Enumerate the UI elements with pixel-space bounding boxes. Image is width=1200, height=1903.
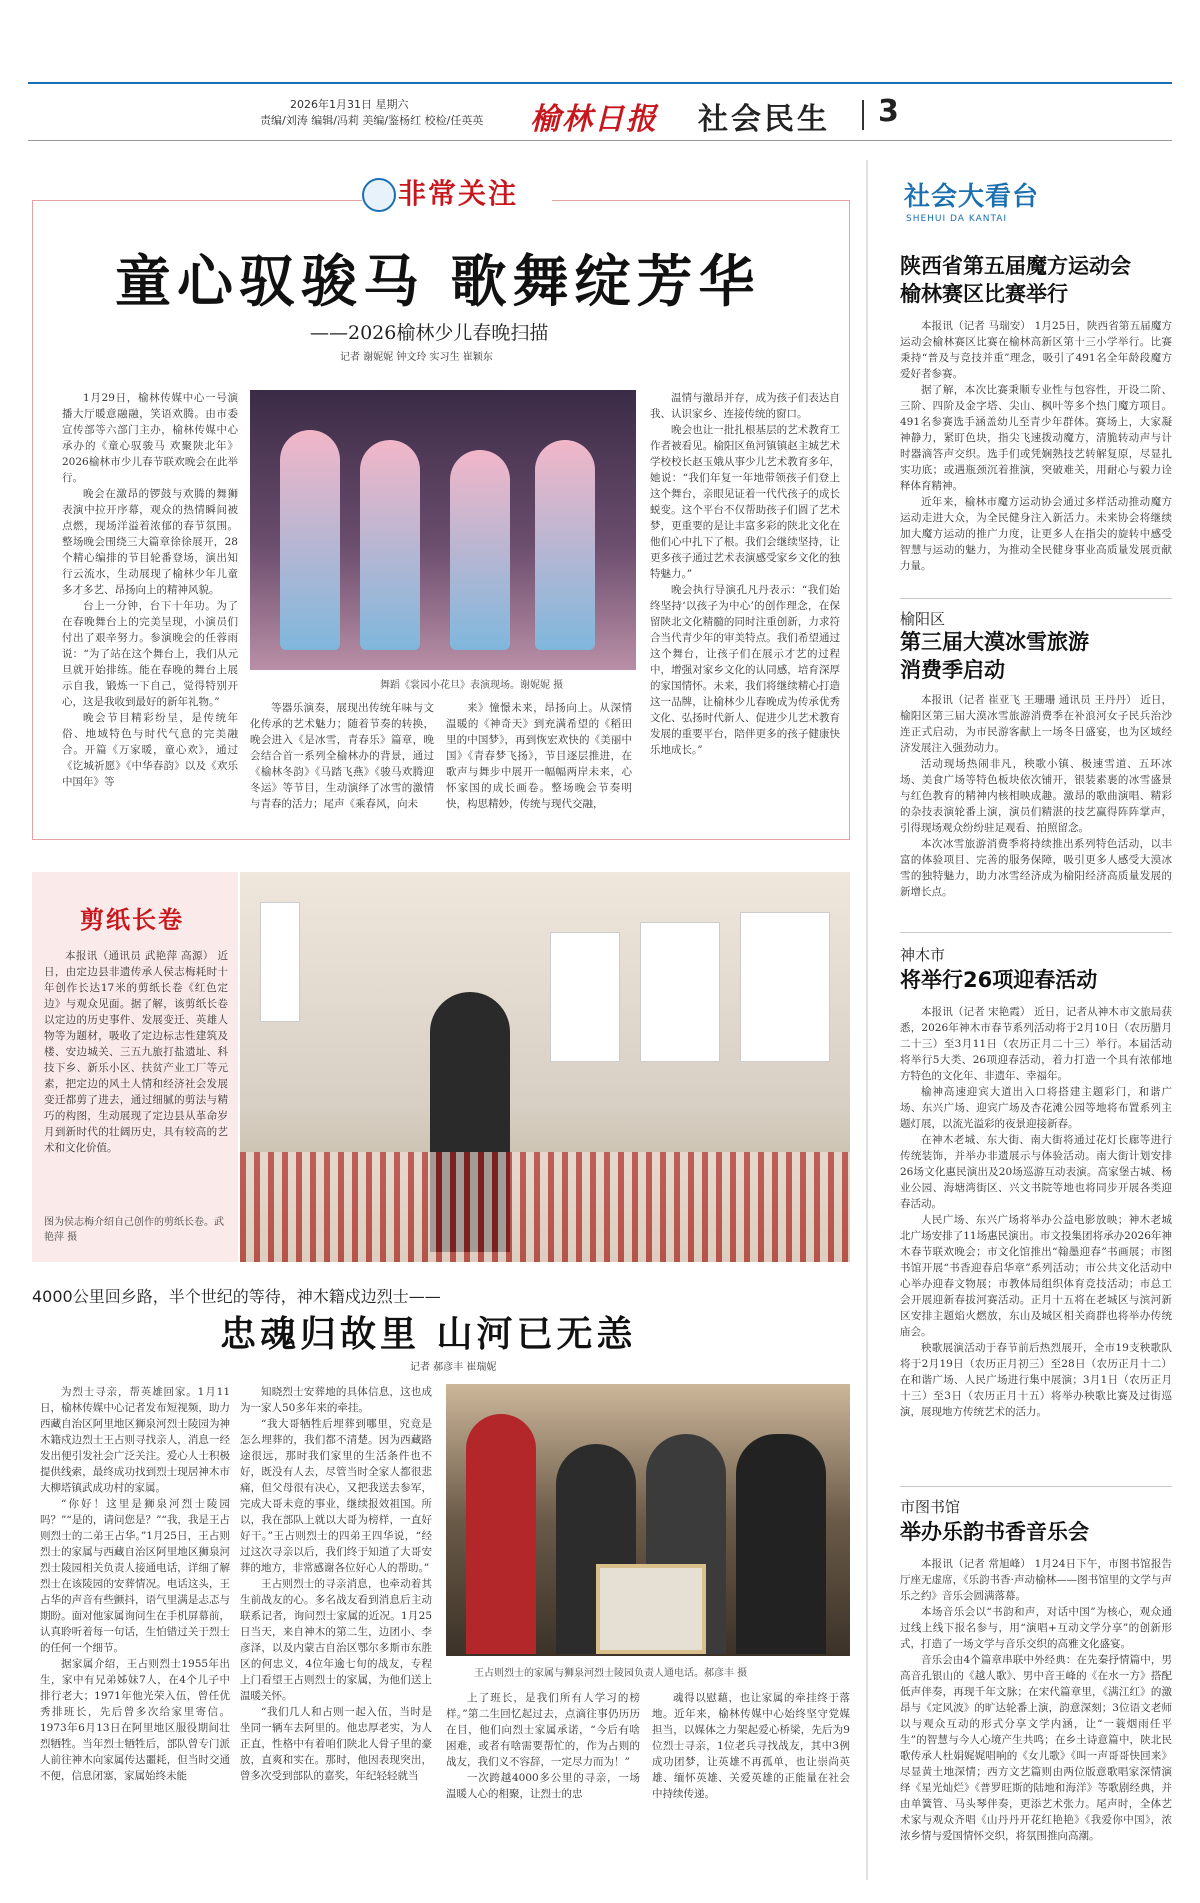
papercut-tag: 剪纸长卷 [80, 906, 184, 934]
sidebar-column-name: 社会大看台 [904, 182, 1040, 212]
feature-byline: 记者 谢妮妮 钟文玲 实习生 崔颖东 [340, 352, 493, 363]
sidebar-item-body-shenmu: 本报讯（记者 宋艳霞） 近日，记者从神木市文旅局获悉，2026年神木市春节系列活动将于2月10日（农历腊月二十三）至3月11日（农历正月二十三）举行。本届活动将举行5大类、26项迎春活动，着力打造一个具有浓郁地方特色的文化年、非遗年、幸福年。 榆神高速迎宾大道出入口将搭建主题彩门，和谐广场、东兴广场、迎宾广场及杏花滩公园等地将布置系列主题灯展，以流光溢彩的夜景迎接新春。 在神木老城、东大街、南大街将通过花灯长廊等进行传统装饰，并举办非遗展示与体验活动。南大街计划安排26场文化惠民演出及20场巡游互动表演。高家堡古城、杨业公园、海塘湾街区、兴文书院等地也将同步开展各类迎春活动。 人民广场、东兴广场将举办公益电影放映；神木老城北广场安排了11场惠民演出。市文投集团将承办2026年神木春节联欢晚会；市文化馆推出“翰墨迎春”书画展；市图书馆开展“书香迎春启华章”系列活动；市公共文化活动中心举办迎春文物展；市教体局组织体育竞技活动；市总工会开展迎新春拔河赛活动。正月十五将在老城区与滨河新区安排主题焰火燃放，东山及城区相关商群也将举办传统庙会。 秧歌展演活动于春节前后热烈展开，全市19支秧歌队将于2月19日（农历正月初三）至28日（农历正月十二）在和谐广场、人民广场进行集中展演；3月1日（农历正月十三）至3日（农历正月十五）将举办秧歌比赛及过街巡演，展现地方传统艺术的活力。 [900, 1006, 1172, 1418]
feature-title: 童心驭骏马 歌舞绽芳华 [115, 250, 761, 315]
sidebar-item-title-shenmu: 将举行26项迎春活动 [900, 968, 1098, 992]
sidebar-item-kicker-yuyang: 榆阳区 [900, 610, 946, 628]
martyr-kicker: 4000公里回乡路，半个世纪的等待，神木籍戍边烈士—— [32, 1287, 441, 1306]
issue-date: 2026年1月31日 星期六 [290, 98, 409, 111]
feature-column-2: 等器乐演奏，展现出传统年味与文化传承的艺术魅力；随着节奏的转换，晚会进入《是冰雪，青春乐》篇章，晚会结合首一系列全榆林办的背景，通过《榆林冬韵》《马踏飞燕》《骏马欢腾迎冬运》等节目，生动演绎了冰雪的激情与青春的活力；尾声《乘春风，向未 [250, 702, 434, 810]
section-name: 社会民生 [698, 102, 830, 137]
masthead-top-rule [28, 82, 1172, 84]
dance-performance-photo [250, 390, 636, 670]
sidebar-column-pinyin: SHEHUI DA KANTAI [906, 214, 1008, 224]
sidebar-item-kicker-shenmu: 神木市 [900, 946, 946, 964]
feature-badge: 非常关注 [362, 172, 552, 216]
masthead-bottom-rule [28, 140, 1172, 141]
sidebar-item-title-cube: 陕西省第五届魔方运动会 榆林赛区比赛举行 [900, 254, 1131, 306]
feature-column-3: 来》憧憬未来，昂扬向上。从深情温暖的《神奇天》到充满希望的《稻田里的中国梦》，再到恢宏欢快的《美丽中国》《青春梦飞扬》，节目逐层推进，在歌声与舞步中展开一幅幅两岸未来，心怀家国的成长画卷。整场晚会节奏明快，构思精妙，传统与现代交融， [446, 702, 632, 810]
sidebar-divider [866, 160, 868, 1880]
sidebar-item-title-yuyang: 第三届大漠冰雪旅游 消费季启动 [900, 630, 1089, 682]
martyr-column-2: 知晓烈士安葬地的具体信息，这也成为一家人50多年来的牵挂。 “我大哥牺牲后埋葬到哪里，究竟是怎么埋葬的，我们都不清楚。因为西藏路途很远，那时我们家里的生活条件也不好，既没有人去，尽管当时全家人都很悲痛，但父母很有决心，又把我送去参军，完成大哥未竟的事业，继续报效祖国。所以，我在部队上就以大哥为榜样，一直好好干。”王占则烈士的四弟王四华说，“经过这次寻亲以后，我们终于知道了大哥安葬的地方，非常感谢各位好心人的帮助。” 王占则烈士的寻亲消息，也牵动着其生前战友的心。多名战友看到消息后主动联系记者，询问烈士家属的近况。1月25日当天，来自神木的第二生，边团小、李彦泽，以及内蒙古自治区鄂尔多斯市东胜区的何忠义，4位年逾七旬的战友，专程上门看望王占则烈士的家属，为他们送上温暖关怀。 “我们几人和占则一起入伍，当时是坐同一辆车去阿里的。他忠厚老实，为人正直，性格中有着咱们陕北人骨子里的豪放，直爽和实在。那时，他因表现突出，曾多次受到部队的嘉奖，年纪轻轻就当 [240, 1386, 432, 1782]
portrait-frame [596, 1564, 706, 1654]
editor-credits: 责编/刘涛 编辑/冯莉 美编/鉴杨红 校检/任英英 [260, 114, 484, 127]
martyr-title: 忠魂归故里 山河已无恙 [220, 1314, 637, 1355]
newspaper-logo: 榆林日报 [530, 102, 658, 137]
martyr-column-1: 为烈士寻亲，帮英雄回家。1月11日，榆林传媒中心记者发布短视频，助力西藏自治区阿里地区狮泉河烈士陵园为神木籍戍边烈士王占则寻找亲人，消息一经发出便引发社会广泛关注。爱心人士积极提供线索，最终成功找到烈士现居神木市大柳塔镇武成功村的家属。 “你好！这里是狮泉河烈士陵园吗？”“是的，请问您是？”“我，我是王占则烈士的二弟王占华。”1月25日，王占则烈士的家属与西藏自治区阿里地区狮泉河烈士陵园相关负责人接通电话，详细了解烈士在该陵园的安葬情况。电话这头，王占华的声音有些颤抖，语气里满是忐忑与期盼。面对他家属询问生在手机屏幕前，认真聆听着每一句话，生怕错过关于烈士的任何一个细节。 据家属介绍，王占则烈士1955年出生，家中有兄弟姊妹7人，在4个儿子中排行老大；1971年他光荣入伍，曾任优秀排班长，先后曾多次给家里寄信。1973年6月13日在阿里地区服役期间壮烈牺牲。当年烈士牺牲后，部队曾专门派人前往神木向家属传达噩耗，但当时交通不便，信息闭塞，家属始终未能 [40, 1386, 230, 1782]
papercut-photo-caption: 图为侯志梅介绍自己创作的剪纸长卷。武艳萍 摄 [44, 1217, 224, 1243]
magnifier-icon [362, 178, 396, 212]
family-phone-call-photo [446, 1384, 850, 1656]
feature-column-1: 1月29日，榆林传媒中心一号演播大厅暖意融融，笑语欢腾。由市委宣传部等六部门主办，榆林传媒中心承办的《童心驭骏马 欢聚陕北年》2026榆林市少儿春节联欢晚会在此举行。 晚会在激昂的锣鼓与欢腾的舞狮表演中拉开序幕，观众的热情瞬间被点燃，现场洋溢着浓郁的春节氛围。整场晚会围绕三大篇章徐徐展开，28个精心编排的节目轮番登场，演出知行云流水，生动展现了榆林少年儿童多才多艺、昂扬向上的精神风貌。 台上一分钟，台下十年功。为了在春晚舞台上的完美呈现，小演员们付出了艰辛努力。参演晚会的任蓉雨说：“为了站在这个舞台上，我们从元旦就开始排练。能在春晚的舞台上展示自我，锻炼一下自己，觉得特别开心，这是我收到最好的新年礼物。” 晚会节目精彩纷呈，是传统年俗、地域特色与时代气息的完美融合。开篇《万家暖，童心欢》，通过《讫城祈愿》《中华春韵》以及《欢乐中国年》等 [62, 392, 238, 788]
feature-subtitle: ——2026榆林少儿春晚扫描 [310, 322, 549, 344]
papercut-exhibition-photo [240, 872, 850, 1262]
sidebar-item-body-yuyang: 本报讯（记者 崔亚飞 王珊珊 通讯员 王丹丹） 近日，榆阳区第三届大漠冰雪旅游消费季在补浪河女子民兵治沙连正式启动，为市民游客献上一场冬日盛宴，也为区域经济发展注入强劲动力。 活动现场热闹非凡，秧歌小镇、极速雪道、五环冰场、美食广场等特色板块依次铺开，银装素裹的冰雪盛景与红色教育的精神内核相映成趣。激昂的歌曲演唱、精彩的杂技表演轮番上演，演员们精湛的技艺赢得阵阵掌声，引得现场观众纷纷驻足观看、拍照留念。 本次冰雪旅游消费季将持续推出系列特色活动，以丰富的体验项目、完善的服务保障，吸引更多人感受大漠冰雪的独特魅力，助力冰雪经济成为榆阳经济高质量发展的新增长点。 [900, 694, 1172, 898]
martyr-byline: 记者 郝彦丰 崔瑞妮 [410, 1362, 497, 1373]
masthead-separator [862, 100, 864, 130]
dance-photo-caption: 舞蹈《裳园小花旦》表演现场。谢妮妮 摄 [380, 680, 564, 691]
feature-column-4: 温情与激昂并存，成为孩子们表达自我、认识家乡、连接传统的窗口。 晚会也让一批扎根基层的艺术教育工作者被看见。榆阳区鱼河镇镇赵主城艺术学校校长赵玉娥从事少儿艺术教育多年，她说：“我们年复一年地带领孩子们登上这个舞台，亲眼见证着一代代孩子的成长蜕变。这个平台不仅帮助孩子们圆了艺术梦，更重要的是让丰富多彩的陕北文化在他们心中扎下了根。我们会继续坚持，让更多孩子通过艺术表演感受家乡文化的独特魅力。” 晚会执行导演孔凡丹表示：“我们始终坚持‘以孩子为中心’的创作理念，在保留陕北文化精髓的同时注重创新，力求符合当代青少年的审美特点。我们希望通过这个舞台，让孩子们在展示才艺的过程中，增强对家乡文化的认同感，培育深厚的家国情怀。未来，我们将继续精心打造这一品牌，让榆林少儿春晚成为传承优秀文化、弘扬时代新人、促进少儿艺术教育发展的重要平台，陪伴更多的孩子健康快乐地成长。” [650, 392, 840, 756]
sidebar-item-body-cube: 本报讯（记者 马瑞安） 1月25日，陕西省第五届魔方运动会榆林赛区比赛在榆林高新区第十三小学举行。比赛秉持“普及与竞技并重”理念，吸引了491名全年龄段魔方爱好者参赛。 据了解，本次比赛秉顺专业性与包容性，开设二阶、三阶、四阶及金字塔、尖山、枫叶等多个热门魔方项目。491名参赛选手涵盖幼儿至青少年群体。赛场上，大家凝神静力，紧盯色块，指尖飞速拨动魔方，清脆转动声与计时器滴答声交织。选手们或凭娴熟技艺转解复原，尽显扎实功底；或遇瓶颈沉着推演，突破难关，用耐心与毅力诠释体育精神。 近年来，榆林市魔方运动协会通过多样活动推动魔方运动走进大众，为全民健身注入新活力。未来协会将继续加大魔方运动的推广力度，让更多人在指尖的旋转中感受智慧与运动的魅力，为推动全民健身事业高质量发展贡献力量。 [900, 320, 1172, 572]
family-photo-caption: 王占则烈士的家属与狮泉河烈士陵园负责人通电话。郝彦丰 摄 [474, 1668, 748, 1679]
martyr-column-4: 魂得以慰藉，也让家属的牵挂终于落地。近年来，榆林传媒中心始终坚守党媒担当，以媒体之力架起爱心桥梁，先后为9位烈士寻亲，1位老兵寻找战友，其中3例成功团梦，让英雄不再孤单，也让崇尚英雄、缅怀英雄、关爱英雄的正能量在社会中持续传递。 [652, 1692, 850, 1800]
martyr-column-3: 上了班长，是我们所有人学习的榜样。”第二生回忆起过去，点滴往事仍历历在目，他们向烈士家属承诺，“今后有啥困难，或者有啥需要帮忙的，作为占则的战友，我们义不容辞，一定尽力而为！” 一次跨越4000多公里的寻亲，一场温暖人心的相聚，让烈士的忠 [446, 1692, 640, 1800]
sidebar-item-title-library: 举办乐韵书香音乐会 [900, 1520, 1089, 1544]
sidebar-item-kicker-library: 市图书馆 [900, 1498, 961, 1516]
sidebar-item-body-library: 本报讯（记者 常旭峰） 1月24日下午，市图书馆报告厅座无虚席，《乐韵书香·声动榆林——图书馆里的文学与声乐之约》音乐会圆满落幕。 本场音乐会以“书韵和声，对话中国”为核心，观众通过线上线下报名参与，用“演唱+互动文学分享”的创新形式，打造了一场文学与音乐交织的高雅文化盛宴。 音乐会由4个篇章串联中外经典：在先秦抒情篇中，男高音孔银山的《越人歌》、男中音王峰的《在水一方》搭配低声伴奏，再现千年文脉；在宋代篇章里，《满江红》的激昂与《定风波》的旷达轮番上演，韵意深刻；3位语文老师以与观众互动的形式分享文学内涵，让“一蓑烟雨任平生”的智慧与今人心境产生共鸣；在乡土诗意篇中，陕北民歌传承人杜娟娓娓唱响的《女儿歌》《叫一声哥哥快回来》尽显黄土地深情；西方文艺篇则由两位版意歌唱家深情演绎《星光灿烂》《普罗旺斯的陆地和海洋》等歌剧经典，并由单簧管、马头琴伴奏，更添艺术张力。尾声时，全体艺术家与观众齐唱《山丹丹开花红艳艳》《我爱你中国》，浓浓乡情与爱国情怀交织，将氛围推向高潮。 [900, 1558, 1172, 1842]
page-number: 3 [878, 94, 899, 129]
papercut-text: 本报讯（通讯员 武艳萍 高源） 近日，由定边县非遗传承人侯志梅耗时十年创作长达17米的剪纸长卷《红色定边》与观众见面。据了解，该剪纸长卷以定边的历史事件、发展变迁、英雄人物等为题材，吸收了定边标志性建筑及楼、安边城关、三五九旅打盐遗址、科技下乡、新乐小区、扶贫产业工厂等元素，把定边的风土人情和经济社会发展变迁都剪了进去，通过细腻的剪法与精巧的构图，生动展现了定边县从革命岁月到新时代的壮阔历史，具有较高的艺术和文化价值。 [44, 950, 228, 1154]
